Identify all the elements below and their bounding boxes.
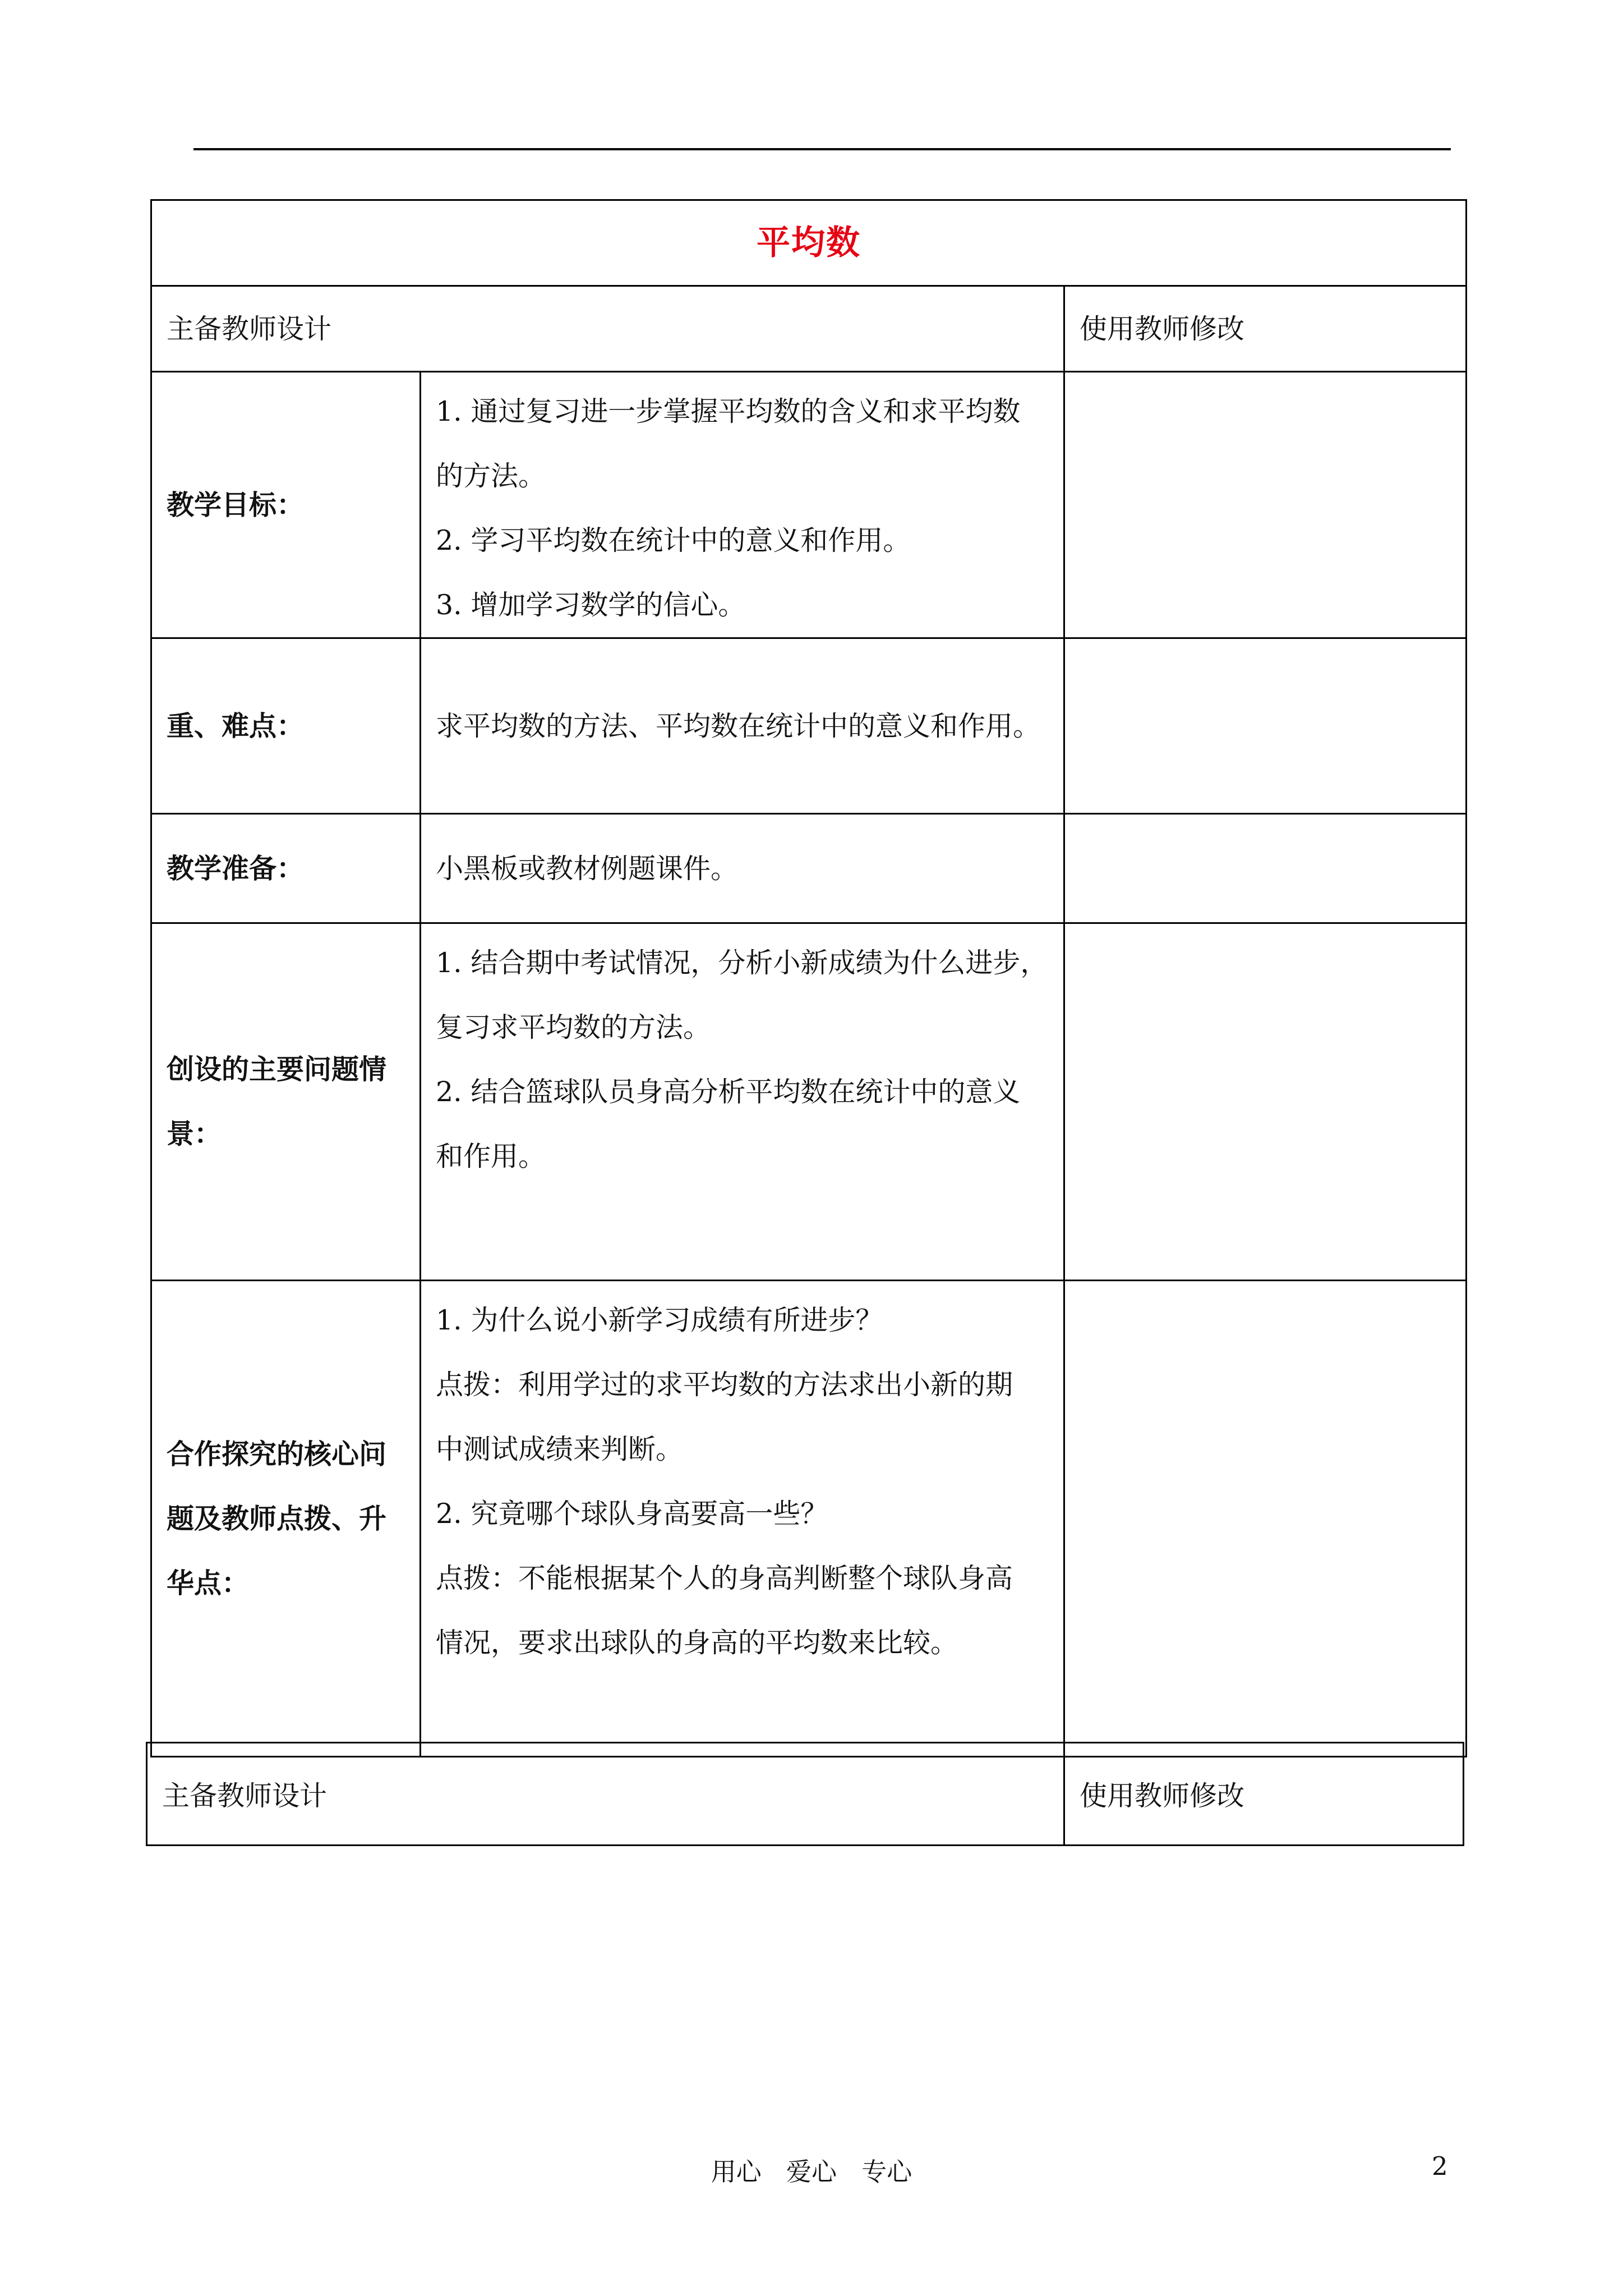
page-number: 2 [1432, 2151, 1448, 2181]
content-preparation: 小黑板或教材例题课件。 [421, 814, 1064, 923]
modify-cell-inquiry [1064, 1281, 1467, 1757]
row-key-points [151, 638, 1467, 814]
row-objectives [151, 372, 1467, 638]
objectives-line-2: 的方法。 [436, 460, 546, 492]
inquiry-line-3: 中测试成绩来判断。 [436, 1433, 684, 1465]
content-key-points: 求平均数的方法、平均数在统计中的意义和作用。 [421, 638, 1064, 814]
inquiry-line-6: 情况，要求出球队的身高的平均数来比较。 [436, 1627, 958, 1659]
inquiry-line-2: 点拨：利用学过的求平均数的方法求出小新的期 [436, 1369, 1013, 1401]
modify-cell-objectives [1064, 372, 1467, 638]
footer-designer: 主备教师设计 [147, 1743, 1064, 1846]
header-designer: 主备教师设计 [151, 286, 1064, 372]
scenario-label-line-2: 景： [167, 1117, 222, 1150]
row-inquiry [151, 1281, 1467, 1757]
content-inquiry [421, 1281, 1064, 1757]
header-rule [193, 148, 1451, 150]
modify-cell-preparation [1064, 814, 1467, 923]
scenario-line-1: 1. 结合期中考试情况，分析小新成绩为什么进步， [436, 947, 1048, 979]
header-row [151, 286, 1467, 372]
label-preparation: 教学准备： [151, 814, 421, 923]
footer-header-row [147, 1743, 1464, 1846]
lesson-plan-table [150, 199, 1467, 1757]
label-objectives: 教学目标： [151, 372, 421, 638]
modify-cell-key-points [1064, 638, 1467, 814]
objectives-line-4: 3. 增加学习数学的信心。 [436, 589, 746, 621]
footer-modifier: 使用教师修改 [1064, 1743, 1464, 1846]
page-footer-motto: 用心 爱心 专心 [711, 2157, 912, 2187]
scenario-line-4: 和作用。 [436, 1140, 546, 1172]
label-key-points: 重、难点： [151, 638, 421, 814]
inquiry-label-line-1: 合作探究的核心问 [167, 1437, 387, 1470]
content-scenario [421, 923, 1064, 1281]
header-modifier: 使用教师修改 [1064, 286, 1467, 372]
label-inquiry [151, 1281, 421, 1757]
content-objectives [421, 372, 1064, 638]
row-scenario [151, 923, 1467, 1281]
inquiry-label-line-3: 华点： [167, 1566, 250, 1599]
inquiry-line-4: 2. 究竟哪个球队身高要高一些？ [436, 1498, 828, 1530]
inquiry-line-1: 1. 为什么说小新学习成绩有所进步？ [436, 1304, 883, 1336]
footer-table [146, 1742, 1464, 1846]
title-row [151, 200, 1467, 286]
scenario-line-2: 复习求平均数的方法。 [436, 1011, 711, 1043]
label-scenario [151, 923, 421, 1281]
inquiry-line-5: 点拨：不能根据某个人的身高判断整个球队身高 [436, 1562, 1013, 1594]
inquiry-label-line-2: 题及教师点拨、升 [167, 1502, 387, 1535]
scenario-label-line-1: 创设的主要问题情 [167, 1053, 387, 1085]
lesson-title: 平均数 [151, 200, 1467, 286]
objectives-line-3: 2. 学习平均数在统计中的意义和作用。 [436, 524, 911, 556]
objectives-line-1: 1. 通过复习进一步掌握平均数的含义和求平均数 [436, 395, 1021, 427]
scenario-line-3: 2. 结合篮球队员身高分析平均数在统计中的意义 [436, 1076, 1021, 1108]
row-preparation [151, 814, 1467, 923]
modify-cell-scenario [1064, 923, 1467, 1281]
